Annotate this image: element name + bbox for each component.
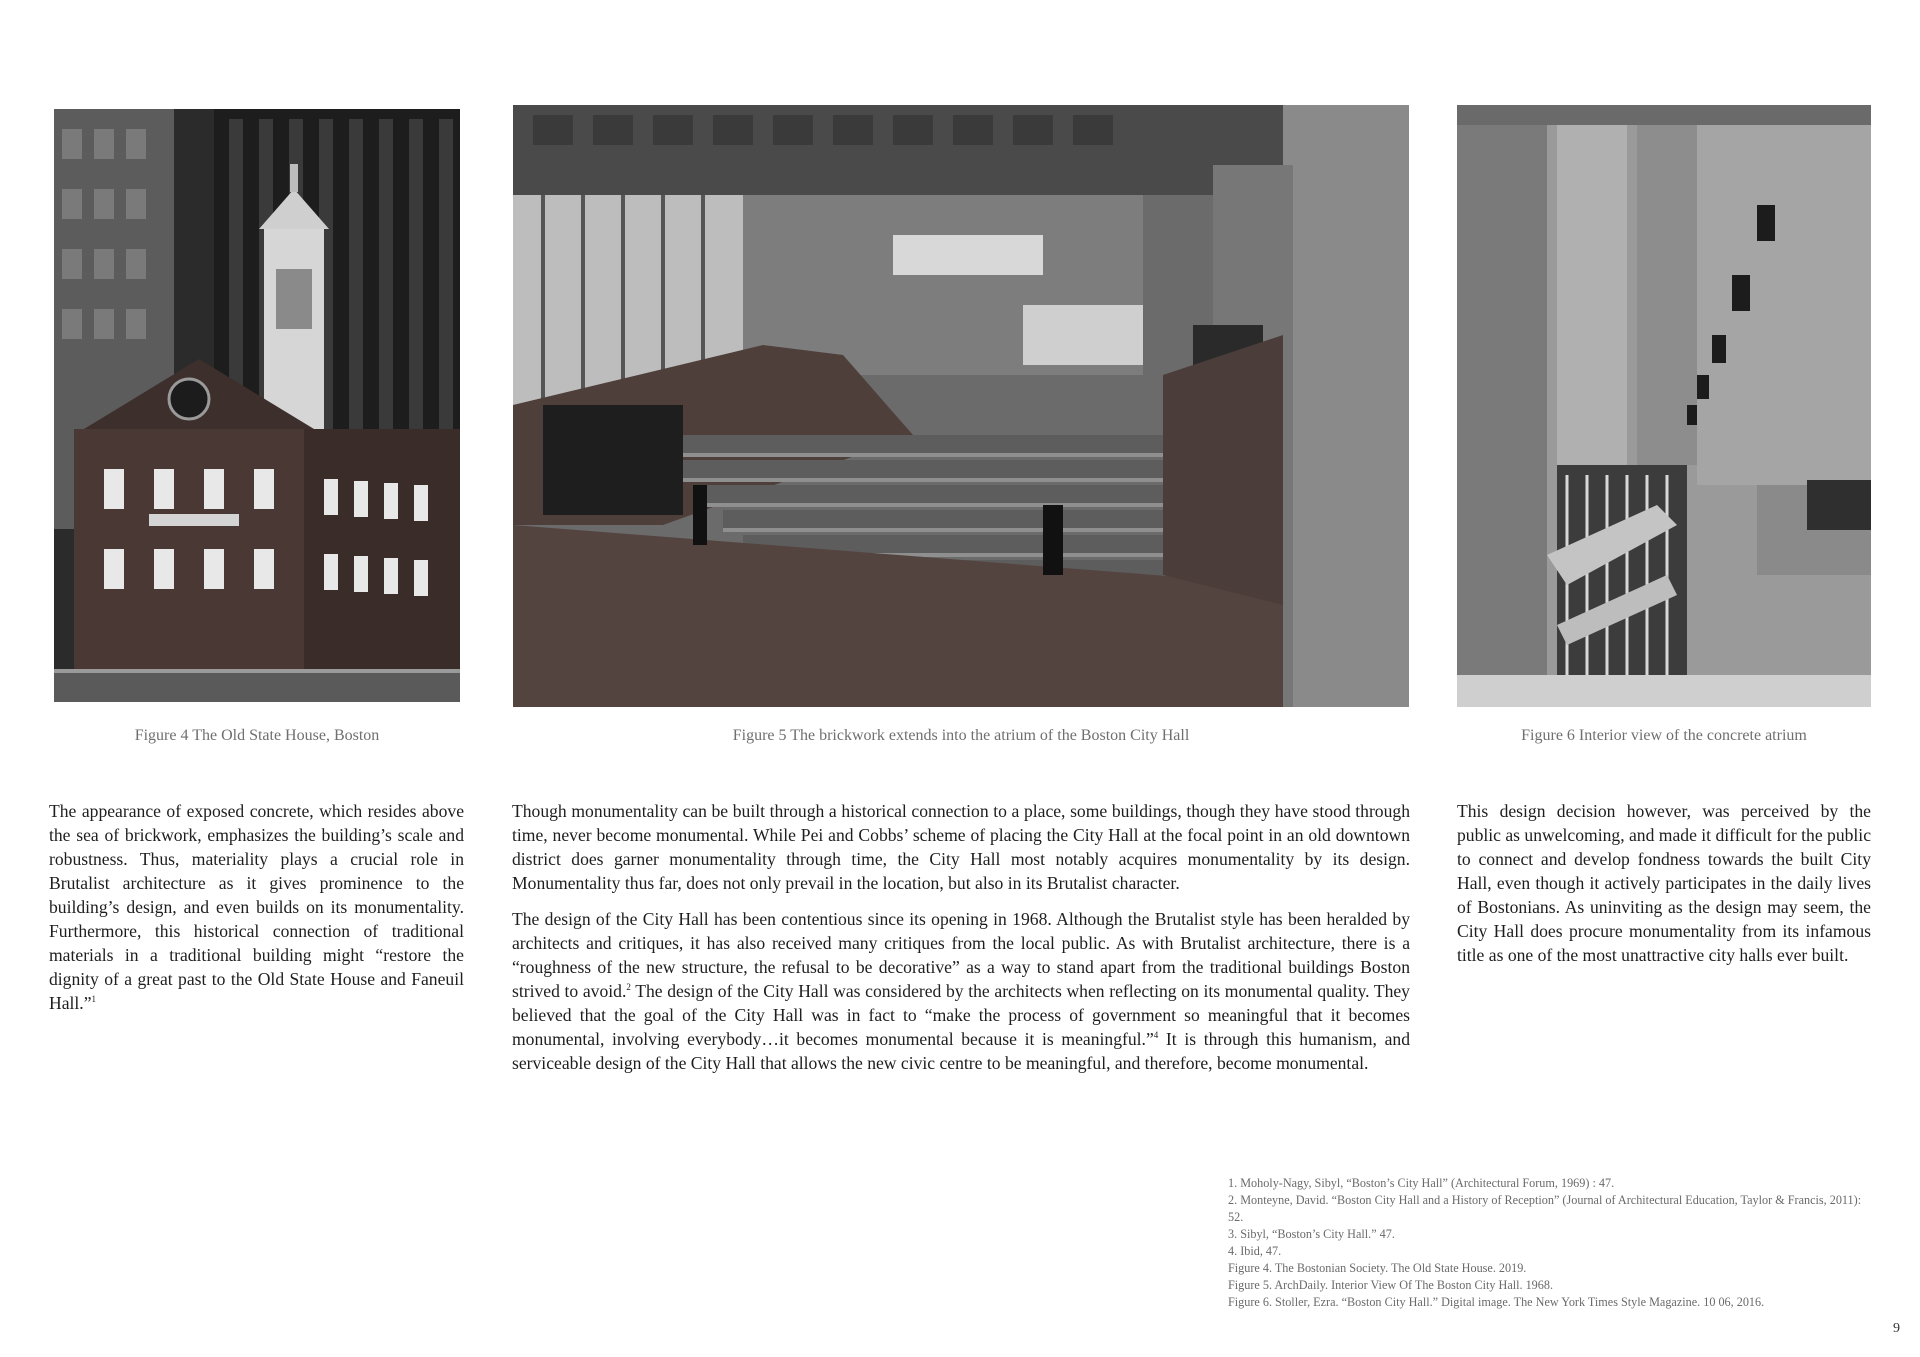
figure-6-photo	[1457, 105, 1871, 707]
footnote-ref-4: 4	[1153, 1030, 1159, 1041]
middle-paragraph-2: The design of the City Hall has been contentious since its opening in 1968. Although the Brutalist style has been heralded by architects and critiques, it has also received many critiques from the local public. As with Brutalist architecture, there is a “roughness of the new structure, the refusal to be decorative” as a way to stand apart from the traditional buildings Boston strived to avoid.$^2$ The design of the City Hall was considered by the architects when reflecting on its monumental quality. They believed that the goal of the City Hall was in fact to “make the process of government so meaningful that it becomes monumental, involving everybody…it becomes monumental because it is meaningful.”$^4$ It is through this humanism, and serviceable design of the City Hall that allows the new civic centre to be meaningful, and therefore, become monumental.	[512, 909, 1410, 1073]
figure-4-photo	[54, 109, 460, 702]
footnote-3: 3. Sibyl, “Boston’s City Hall.” 47.	[1228, 1227, 1395, 1241]
figure-4-credit: Figure 4. The Bostonian Society. The Old State House. 2019.	[1228, 1261, 1527, 1275]
figure-6-caption: Figure 6 Interior view of the concrete atrium	[1521, 727, 1807, 744]
figure-5-photo	[513, 105, 1409, 707]
figure-5-credit: Figure 5. ArchDaily. Interior View Of The Boston City Hall. 1968.	[1228, 1278, 1554, 1292]
right-paragraph-1: This design decision however, was perceived by the public as unwelcoming, and made it difficult for the public to connect and develop fondness towards the built City Hall, even though it actively participates in the daily lives of Bostonians. As uninviting as the design may seem, the City Hall does procure monumentality from its infamous title as one of the most unattractive city halls ever built.	[1457, 801, 1872, 965]
footnote-ref-2: 2	[626, 982, 631, 993]
city-hall-atrium-illustration	[513, 105, 1409, 707]
middle-column-text	[512, 799, 1410, 1087]
footnote-ref-1: 1	[91, 994, 96, 1005]
left-paragraph-1: The appearance of exposed concrete, which resides above the sea of brickwork, emphasizes the building’s scale and robustness. Thus, materiality plays a crucial role in Brutalist architecture as it gives prominence to the building’s design, and even builds on its monumentality. Furthermore, this historical connection of traditional materials in a traditional building might “restore the dignity of a great past to the Old State House and Faneuil Hall.”$^1$	[49, 801, 464, 1013]
left-column-text	[49, 799, 464, 1027]
middle-paragraph-1: Though monumentality can be built through a historical connection to a place, some buildings, though they have stood through time, never become monumental. While Pei and Cobbs’ scheme of placing the City Hall at the focal point in an old downtown district does garner monumentality through time, the City Hall most notably acquires monumentality by its design. Monumentality thus far, does not only prevail in the location, but also in its Brutalist character.	[512, 801, 1410, 893]
concrete-atrium-illustration	[1457, 105, 1871, 707]
footnote-1: 1. Moholy-Nagy, Sibyl, “Boston’s City Hall” (Architectural Forum, 1969) : 47.	[1228, 1176, 1615, 1190]
page-number: 9	[1893, 1321, 1900, 1336]
footnotes	[1228, 1175, 1878, 1311]
footnote-4: 4. Ibid, 47.	[1228, 1244, 1282, 1258]
footnote-2: 2. Monteyne, David. “Boston City Hall and a History of Reception” (Journal of Architectural Education, Taylor & Francis, 2011): 52.	[1228, 1193, 1862, 1224]
figure-6-credit: Figure 6. Stoller, Ezra. “Boston City Hall.” Digital image. The New York Times Style Magazine. 10 06, 2016.	[1228, 1295, 1765, 1309]
old-state-house-illustration	[54, 109, 460, 702]
figure-4-caption: Figure 4 The Old State House, Boston	[134, 727, 380, 744]
figure-5-caption: Figure 5 The brickwork extends into the atrium of the Boston City Hall	[732, 727, 1190, 744]
right-column-text	[1457, 799, 1871, 979]
